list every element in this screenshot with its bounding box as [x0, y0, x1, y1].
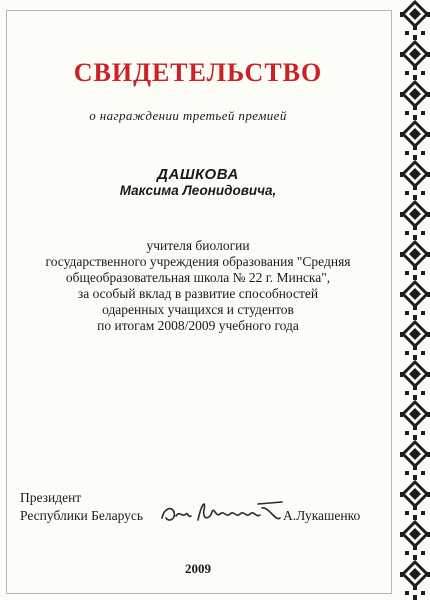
certificate-subtitle: о награждении третьей премией	[89, 108, 287, 123]
body-line: общеобразовательная школа № 22 г. Минска",	[65, 270, 331, 285]
handwritten-signature	[158, 496, 288, 530]
recipient-given-names: Максима Леонидовича,	[119, 183, 277, 198]
certificate-title: СВИДЕТЕЛЬСТВО	[73, 58, 323, 87]
body-line: по итогам 2008/2009 учебного года	[97, 318, 299, 333]
certificate-year: 2009	[185, 561, 211, 576]
signatory-title-line2: Республики Беларусь	[20, 508, 144, 523]
body-line: одаренных учащихся и студентов	[102, 302, 294, 317]
body-line: государственного учреждения образования "Средняя	[45, 254, 351, 269]
body-line: учителя биологии	[146, 238, 250, 253]
signatory-title-line1: Президент	[20, 490, 82, 505]
recipient-surname: ДАШКОВА	[157, 166, 239, 183]
body-line: за особый вклад в развитие способностей	[77, 286, 319, 301]
certificate-body	[0, 238, 396, 334]
signatory-name: А.Лукашенко	[283, 508, 361, 523]
ornament-border	[400, 0, 430, 600]
